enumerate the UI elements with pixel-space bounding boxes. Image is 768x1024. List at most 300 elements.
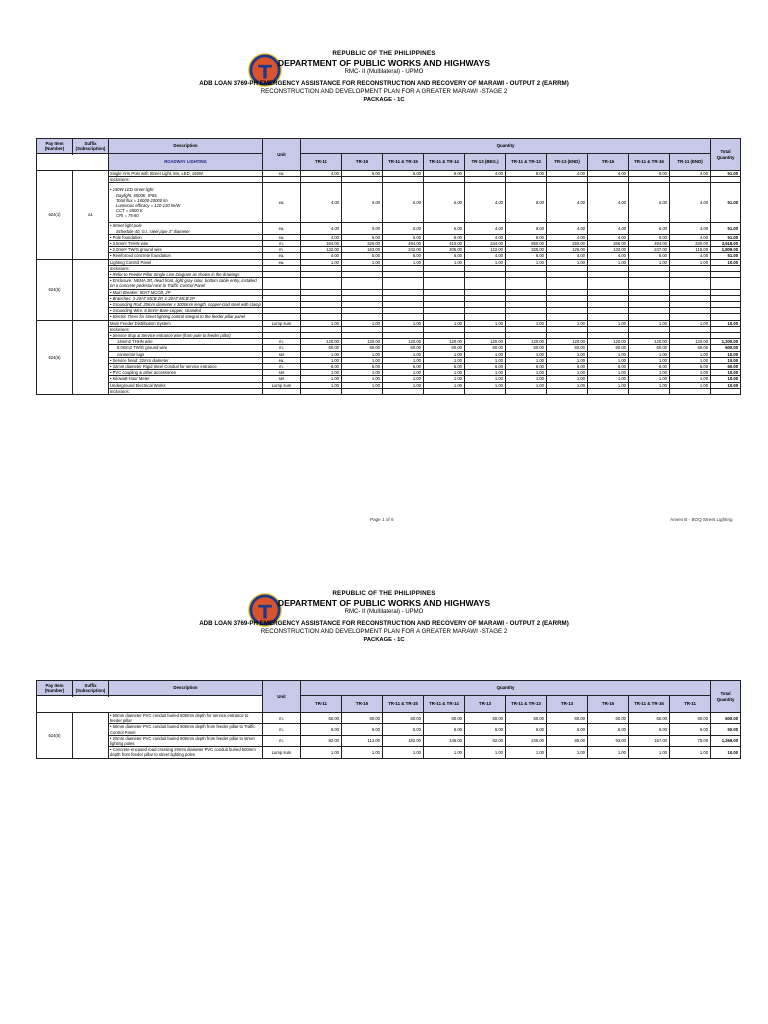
- total-cell: 10.00: [711, 320, 741, 326]
- quantity-cell: 4.00: [588, 223, 629, 234]
- item-description: • Service head: 32mm diameter: [110, 357, 169, 363]
- quantity-cell: [342, 388, 383, 394]
- item-description: • Service drop & Service entrance wire (from pole to feeder pillar): [110, 333, 231, 339]
- quantity-cell: 60.00: [670, 345, 711, 351]
- quantity-cell: 1.00: [383, 382, 424, 388]
- col-quantity-segment: TR-11 & TR-15: [383, 154, 424, 171]
- col-unit: Unit: [263, 681, 301, 713]
- item-description: Inclusions:: [110, 265, 130, 271]
- quantity-cell: 266.00: [588, 241, 629, 247]
- quantity-cell: 4.00: [547, 253, 588, 259]
- col-total: Total Quantity: [711, 139, 741, 171]
- header-department: DEPARTMENT OF PUBLIC WORKS AND HIGHWAYS: [277, 598, 491, 608]
- quantity-cell: 1.00: [465, 357, 506, 363]
- quantity-cell: 4.00: [670, 183, 711, 223]
- quantity-cell: 6.00: [629, 223, 670, 234]
- table-row: [37, 724, 741, 735]
- quantity-cell: 167.00: [629, 735, 670, 746]
- quantity-cell: 6.00: [547, 724, 588, 735]
- item-description: • PVC coupling & other accessories: [110, 370, 176, 376]
- quantity-cell: 1.00: [383, 376, 424, 382]
- description-cell: [109, 713, 263, 724]
- quantity-cell: 1.00: [629, 351, 670, 357]
- total-cell: 51.00: [711, 171, 741, 177]
- item-spec: Luminous efficacy = 120-130 lm/W: [116, 202, 181, 208]
- quantity-cell: 1.00: [342, 370, 383, 376]
- quantity-cell: 125.00: [547, 247, 588, 253]
- quantity-cell: 1.00: [301, 357, 342, 363]
- quantity-cell: 1.00: [424, 351, 465, 357]
- description-cell: [109, 735, 263, 746]
- total-cell: 600.00: [711, 345, 741, 351]
- quantity-cell: 6.00: [342, 724, 383, 735]
- quantity-cell: 4.00: [670, 234, 711, 240]
- unit-cell: set: [263, 370, 301, 376]
- quantity-cell: 115.00: [670, 247, 711, 253]
- quantity-cell: [383, 278, 424, 289]
- quantity-cell: 6.00: [629, 364, 670, 370]
- item-description: • Street light pole: [110, 223, 142, 229]
- quantity-cell: 1.00: [465, 320, 506, 326]
- quantity-cell: 6.00: [506, 724, 547, 735]
- table-row: [37, 278, 741, 289]
- quantity-cell: 120.00: [588, 339, 629, 345]
- total-cell: 1,200.00: [711, 339, 741, 345]
- col-quantity-segment: TR-11 & TR-15: [383, 696, 424, 713]
- unit-cell: m.: [263, 345, 301, 351]
- quantity-cell: 1.00: [424, 376, 465, 382]
- quantity-cell: 60.00: [383, 345, 424, 351]
- quantity-cell: 1.00: [670, 747, 711, 758]
- quantity-cell: 1.00: [629, 376, 670, 382]
- unit-cell: m.: [263, 735, 301, 746]
- suffix-cell: [73, 713, 109, 759]
- unit-cell: ea.: [263, 223, 301, 234]
- quantity-cell: 60.00: [424, 713, 465, 724]
- quantity-cell: 6.00: [465, 364, 506, 370]
- quantity-cell: 6.00: [424, 171, 465, 177]
- quantity-cell: 60.00: [424, 345, 465, 351]
- quantity-cell: 1.00: [301, 747, 342, 758]
- quantity-cell: 4.00: [588, 253, 629, 259]
- unit-cell: ea.: [263, 253, 301, 259]
- quantity-cell: 1.00: [383, 747, 424, 758]
- quantity-cell: 60.00: [301, 713, 342, 724]
- total-cell: 1,809.00: [711, 247, 741, 253]
- item-description: • Main Breaker: 60AT MCCB, 2P: [110, 289, 171, 295]
- quantity-cell: 6.00: [506, 364, 547, 370]
- quantity-cell: 1.00: [547, 382, 588, 388]
- footer-annex: Annex B - BOQ Street Lighting: [670, 517, 733, 522]
- quantity-cell: 6.00: [383, 183, 424, 223]
- quantity-cell: [506, 278, 547, 289]
- quantity-cell: 1.00: [670, 376, 711, 382]
- quantity-cell: 163.00: [342, 247, 383, 253]
- unit-cell: set: [263, 376, 301, 382]
- quantity-cell: 6.00: [342, 364, 383, 370]
- item-spec: Total flux = 18000-20000 lm: [116, 197, 168, 203]
- item-description: Underground Electrical Works: [110, 382, 166, 388]
- col-quantity-segment: TR-11 & TR-16: [629, 154, 670, 171]
- quantity-cell: [383, 388, 424, 394]
- quantity-cell: 1.00: [629, 382, 670, 388]
- quantity-cell: 6.00: [588, 724, 629, 735]
- item-description: Inclusions:: [110, 388, 130, 394]
- quantity-cell: 6.00: [629, 724, 670, 735]
- quantity-cell: 8.00: [506, 223, 547, 234]
- pay-item-number: 624(6): [37, 320, 73, 394]
- quantity-cell: 1.00: [465, 747, 506, 758]
- quantity-cell: 60.00: [342, 345, 383, 351]
- item-description: Main Feeder Distribution System: [110, 320, 171, 326]
- col-pay-item: Pay Item (Number): [37, 139, 73, 154]
- quantity-cell: 1.00: [424, 382, 465, 388]
- quantity-cell: [301, 388, 342, 394]
- quantity-cell: 1.00: [629, 259, 670, 265]
- quantity-cell: 1.00: [342, 747, 383, 758]
- item-description: 14mm2 THHN wire: [117, 339, 153, 345]
- quantity-cell: 1.00: [547, 370, 588, 376]
- quantity-cell: 4.00: [547, 183, 588, 223]
- suffix-cell: [73, 320, 109, 394]
- quantity-cell: 1.00: [506, 376, 547, 382]
- quantity-cell: 182.00: [383, 735, 424, 746]
- quantity-cell: 1.00: [506, 259, 547, 265]
- col-quantity-segment: TR-15: [342, 696, 383, 713]
- header-republic: REPUBLIC OF THE PHILIPPINES: [332, 590, 436, 597]
- col-unit: Unit: [263, 139, 301, 171]
- item-spec: CRI = 75-80: [116, 213, 139, 219]
- quantity-cell: 120.00: [506, 339, 547, 345]
- item-description: • 20mm diameter PVC conduit buried 600mm depth from feeder pillar to street lighting poles: [110, 735, 255, 747]
- quantity-cell: 5.00: [342, 253, 383, 259]
- suffix-cell: a1: [73, 171, 109, 260]
- col-quantity-segment: TR-11 & TR-16: [629, 696, 670, 713]
- col-pay-item: Pay Item (Number): [37, 681, 73, 696]
- quantity-cell: [547, 388, 588, 394]
- quantity-cell: 1.00: [424, 370, 465, 376]
- quantity-cell: 244.00: [465, 241, 506, 247]
- total-cell: 51.00: [711, 234, 741, 240]
- quantity-cell: 1.00: [342, 320, 383, 326]
- col-quantity: Quantity: [301, 681, 711, 696]
- quantity-cell: 8.00: [506, 171, 547, 177]
- item-description: Inclusions:: [110, 326, 130, 332]
- col-quantity-segment: TR-11 & TR-13: [506, 696, 547, 713]
- quantity-cell: 8.00: [506, 253, 547, 259]
- quantity-cell: [465, 278, 506, 289]
- quantity-cell: 60.00: [670, 713, 711, 724]
- quantity-cell: 4.00: [301, 171, 342, 177]
- quantity-cell: 6.00: [629, 171, 670, 177]
- quantity-cell: 60.00: [301, 345, 342, 351]
- item-description: • Electric Timer for street lighting control integral to the feeder pillar panel: [110, 314, 246, 320]
- quantity-cell: 4.00: [670, 223, 711, 234]
- item-description: • Reinforced concrete foundation: [110, 253, 171, 259]
- total-cell: 10.00: [711, 259, 741, 265]
- quantity-cell: 1.00: [506, 747, 547, 758]
- quantity-cell: 60.00: [506, 713, 547, 724]
- header-rmc: RMC- II (Multilateral) - UPMO: [344, 69, 424, 75]
- quantity-cell: 6.00: [383, 253, 424, 259]
- unit-cell: m.: [263, 241, 301, 247]
- unit-cell: m.: [263, 339, 301, 345]
- col-suffix: Suffix (Subscription): [73, 681, 109, 696]
- quantity-cell: 326.00: [342, 241, 383, 247]
- quantity-cell: 242.00: [383, 247, 424, 253]
- quantity-cell: 5.00: [342, 234, 383, 240]
- quantity-cell: 1.00: [301, 351, 342, 357]
- item-description: • 32mm diameter Rigid Steel Conduit for service entrance: [110, 364, 217, 370]
- quantity-cell: 4.00: [588, 171, 629, 177]
- quantity-cell: [588, 278, 629, 289]
- quantity-cell: 6.00: [465, 724, 506, 735]
- quantity-cell: 4.00: [301, 223, 342, 234]
- col-total: Total Quantity: [711, 681, 741, 713]
- col-suffix: Suffix (Subscription): [73, 139, 109, 154]
- header-plan: RECONSTRUCTION AND DEVELOPMENT PLAN FOR A GREATER MARAWI -STAGE 2: [260, 628, 508, 635]
- quantity-cell: 6.00: [588, 364, 629, 370]
- quantity-cell: 1.00: [506, 357, 547, 363]
- item-description: Lighting Control Panel: [110, 259, 152, 265]
- quantity-cell: 1.00: [342, 376, 383, 382]
- quantity-cell: 1.00: [342, 382, 383, 388]
- unit-cell: [263, 388, 301, 394]
- total-cell: 10.00: [711, 747, 741, 758]
- total-cell: 10.00: [711, 376, 741, 382]
- total-cell: 600.00: [711, 713, 741, 724]
- quantity-cell: 1.00: [301, 382, 342, 388]
- total-cell: [711, 388, 741, 394]
- quantity-cell: 164.00: [301, 241, 342, 247]
- quantity-cell: [301, 278, 342, 289]
- quantity-cell: 120.00: [301, 339, 342, 345]
- total-cell: 60.00: [711, 364, 741, 370]
- unit-cell: ea.: [263, 183, 301, 223]
- quantity-cell: [506, 388, 547, 394]
- quantity-cell: 1.00: [629, 747, 670, 758]
- unit-cell: Lump sum: [263, 747, 301, 758]
- description-cell: [109, 272, 263, 278]
- description-cell: [109, 388, 263, 394]
- header-adb: ADB LOAN 3769-PH EMERGENCY ASSISTANCE FOR RECONSTRUCTION AND RECOVERY OF MARAWI - OUTPUT 2 (EARRM): [199, 80, 569, 87]
- quantity-cell: 133.00: [588, 247, 629, 253]
- col-description: Description: [109, 139, 263, 154]
- quantity-cell: 4.00: [465, 253, 506, 259]
- item-spec: Schedule 40, G.I. steel pipe 3" diameter: [116, 228, 190, 234]
- quantity-cell: 4.00: [465, 223, 506, 234]
- quantity-cell: 1.00: [424, 259, 465, 265]
- quantity-cell: 1.00: [629, 370, 670, 376]
- header-republic: REPUBLIC OF THE PHILIPPINES: [332, 50, 436, 57]
- footer-page-number: Page 1 of 6: [370, 517, 394, 522]
- item-description: • 3.5mm² THHN wire: [110, 241, 149, 247]
- quantity-cell: 60.00: [547, 713, 588, 724]
- item-description: • Branches: 3-20AT MCB 2P, 1-20AT MCB 2P: [110, 295, 195, 301]
- quantity-cell: 494.00: [629, 241, 670, 247]
- quantity-cell: 122.00: [465, 247, 506, 253]
- quantity-cell: 60.00: [629, 345, 670, 351]
- col-quantity-segment: TR-11: [301, 696, 342, 713]
- quantity-cell: 1.00: [588, 747, 629, 758]
- quantity-cell: 1.00: [588, 259, 629, 265]
- quantity-cell: 6.00: [424, 223, 465, 234]
- unit-cell: m.: [263, 713, 301, 724]
- header-package: PACKAGE - 1C: [363, 637, 405, 643]
- quantity-cell: 120.00: [670, 339, 711, 345]
- quantity-cell: 6.00: [629, 183, 670, 223]
- quantity-cell: [465, 388, 506, 394]
- total-cell: [711, 278, 741, 289]
- quantity-cell: 6.00: [301, 724, 342, 735]
- quantity-cell: 1.00: [301, 370, 342, 376]
- quantity-cell: 1.00: [506, 382, 547, 388]
- quantity-cell: 1.00: [588, 376, 629, 382]
- quantity-cell: 1.00: [670, 320, 711, 326]
- quantity-cell: 1.00: [465, 370, 506, 376]
- table-row: [37, 735, 741, 746]
- section-roadway-lighting: ROADWAY LIGHTING: [109, 154, 263, 171]
- description-cell: [109, 724, 263, 735]
- quantity-cell: [670, 278, 711, 289]
- item-description: • Enclosure: NEMA 3R, dead front, light gray color, bottom cable entry, installed on a concrete pedestal next to Traffic Control Panel: [110, 278, 257, 289]
- quantity-cell: 1.00: [547, 357, 588, 363]
- item-description: • 50mm diameter PVC conduit buried 600mm depth from feeder pillar to Traffic Control Panel: [110, 724, 256, 735]
- col-quantity: Quantity: [301, 139, 711, 154]
- item-spec: Daylight, 6500K, IP65,: [116, 192, 158, 198]
- quantity-cell: 60.00: [383, 713, 424, 724]
- unit-cell: ea.: [263, 234, 301, 240]
- quantity-cell: 5.00: [342, 171, 383, 177]
- quantity-cell: 60.00: [588, 713, 629, 724]
- description-cell: [109, 183, 263, 223]
- quantity-cell: 1.00: [670, 382, 711, 388]
- quantity-cell: 6.00: [670, 364, 711, 370]
- quantity-cell: 230.00: [670, 241, 711, 247]
- quantity-cell: 1.00: [301, 376, 342, 382]
- quantity-cell: 4.00: [465, 234, 506, 240]
- unit-cell: Lump sum: [263, 320, 301, 326]
- col-quantity-segment: TR-13: [547, 696, 588, 713]
- quantity-cell: 1.00: [465, 351, 506, 357]
- quantity-cell: [670, 388, 711, 394]
- quantity-cell: 60.00: [547, 345, 588, 351]
- col-quantity-segment: TR-11 & TR-14: [424, 154, 465, 171]
- quantity-cell: 6.00: [383, 724, 424, 735]
- quantity-cell: 1.00: [506, 370, 547, 376]
- quantity-cell: 6.00: [383, 364, 424, 370]
- quantity-cell: 8.00: [506, 183, 547, 223]
- table-row: [37, 223, 741, 234]
- quantity-cell: 1.00: [506, 351, 547, 357]
- document-header: [0, 590, 768, 644]
- quantity-cell: 4.00: [301, 253, 342, 259]
- quantity-cell: 250.00: [547, 241, 588, 247]
- quantity-cell: 494.00: [383, 241, 424, 247]
- quantity-cell: 113.00: [342, 735, 383, 746]
- quantity-cell: 4.00: [670, 253, 711, 259]
- item-description: Inclusions:: [110, 177, 130, 183]
- quantity-cell: 1.00: [383, 357, 424, 363]
- quantity-cell: [424, 388, 465, 394]
- col-description: Description: [109, 681, 263, 696]
- item-description: 8.0mm2 TW/G ground wire: [117, 345, 168, 351]
- col-quantity-segment: TR-16: [588, 696, 629, 713]
- quantity-cell: 1.00: [383, 259, 424, 265]
- quantity-cell: 93.00: [588, 735, 629, 746]
- quantity-cell: 6.00: [670, 724, 711, 735]
- col-quantity-segment: TR-16: [588, 154, 629, 171]
- quantity-cell: 1.00: [588, 357, 629, 363]
- quantity-cell: 6.00: [424, 364, 465, 370]
- unit-cell: [263, 278, 301, 289]
- quantity-cell: 85.00: [547, 735, 588, 746]
- quantity-cell: 6.00: [383, 234, 424, 240]
- quantity-cell: 6.00: [629, 253, 670, 259]
- quantity-cell: 1.00: [465, 259, 506, 265]
- quantity-cell: 120.00: [547, 339, 588, 345]
- pay-item-number: 624(1): [37, 171, 73, 260]
- suffix-cell: [73, 259, 109, 320]
- description-cell: [109, 223, 263, 234]
- quantity-cell: 6.00: [424, 234, 465, 240]
- quantity-cell: 75.00: [670, 735, 711, 746]
- total-cell: 1,269.00: [711, 735, 741, 746]
- description-cell: [109, 302, 263, 308]
- item-description: • Concrete-encased road crossing 20mm diameter PVC conduit buried 600mm depth from feeder pillar to street lighting poles: [110, 747, 256, 758]
- description-cell: [109, 747, 263, 758]
- quantity-cell: 1.00: [670, 351, 711, 357]
- quantity-cell: 4.00: [588, 234, 629, 240]
- header-package: PACKAGE - 1C: [363, 97, 405, 103]
- quantity-cell: [424, 278, 465, 289]
- quantity-cell: 4.00: [465, 171, 506, 177]
- quantity-cell: 6.00: [383, 171, 424, 177]
- quantity-cell: 1.00: [670, 370, 711, 376]
- quantity-cell: 120.00: [342, 339, 383, 345]
- col-quantity-segment: TR-11 (END): [670, 154, 711, 171]
- quantity-cell: 8.00: [506, 234, 547, 240]
- total-cell: 10.00: [711, 357, 741, 363]
- document-header: [0, 50, 768, 104]
- total-cell: 51.00: [711, 223, 741, 234]
- quantity-cell: 245.00: [506, 735, 547, 746]
- quantity-cell: [629, 278, 670, 289]
- quantity-cell: 1.00: [424, 747, 465, 758]
- total-cell: 10.00: [711, 382, 741, 388]
- total-cell: 10.00: [711, 351, 741, 357]
- quantity-cell: 1.00: [588, 320, 629, 326]
- quantity-cell: 5.00: [342, 183, 383, 223]
- quantity-cell: 4.00: [465, 183, 506, 223]
- item-description: • 150W LED street light: [110, 187, 154, 193]
- boq-table-page-2: [36, 680, 741, 759]
- quantity-cell: [588, 388, 629, 394]
- item-description: connector lugs: [117, 351, 145, 357]
- quantity-cell: 1.00: [424, 357, 465, 363]
- quantity-cell: 1.00: [547, 320, 588, 326]
- quantity-cell: 120.00: [465, 339, 506, 345]
- quantity-cell: 1.00: [301, 320, 342, 326]
- quantity-cell: 247.00: [629, 247, 670, 253]
- quantity-cell: 1.00: [670, 357, 711, 363]
- quantity-cell: 1.00: [465, 376, 506, 382]
- col-quantity-segment: TR-13 (BEG.): [465, 154, 506, 171]
- unit-cell: m.: [263, 364, 301, 370]
- table-row: [37, 713, 741, 724]
- quantity-cell: 1.00: [588, 382, 629, 388]
- quantity-cell: 325.00: [506, 247, 547, 253]
